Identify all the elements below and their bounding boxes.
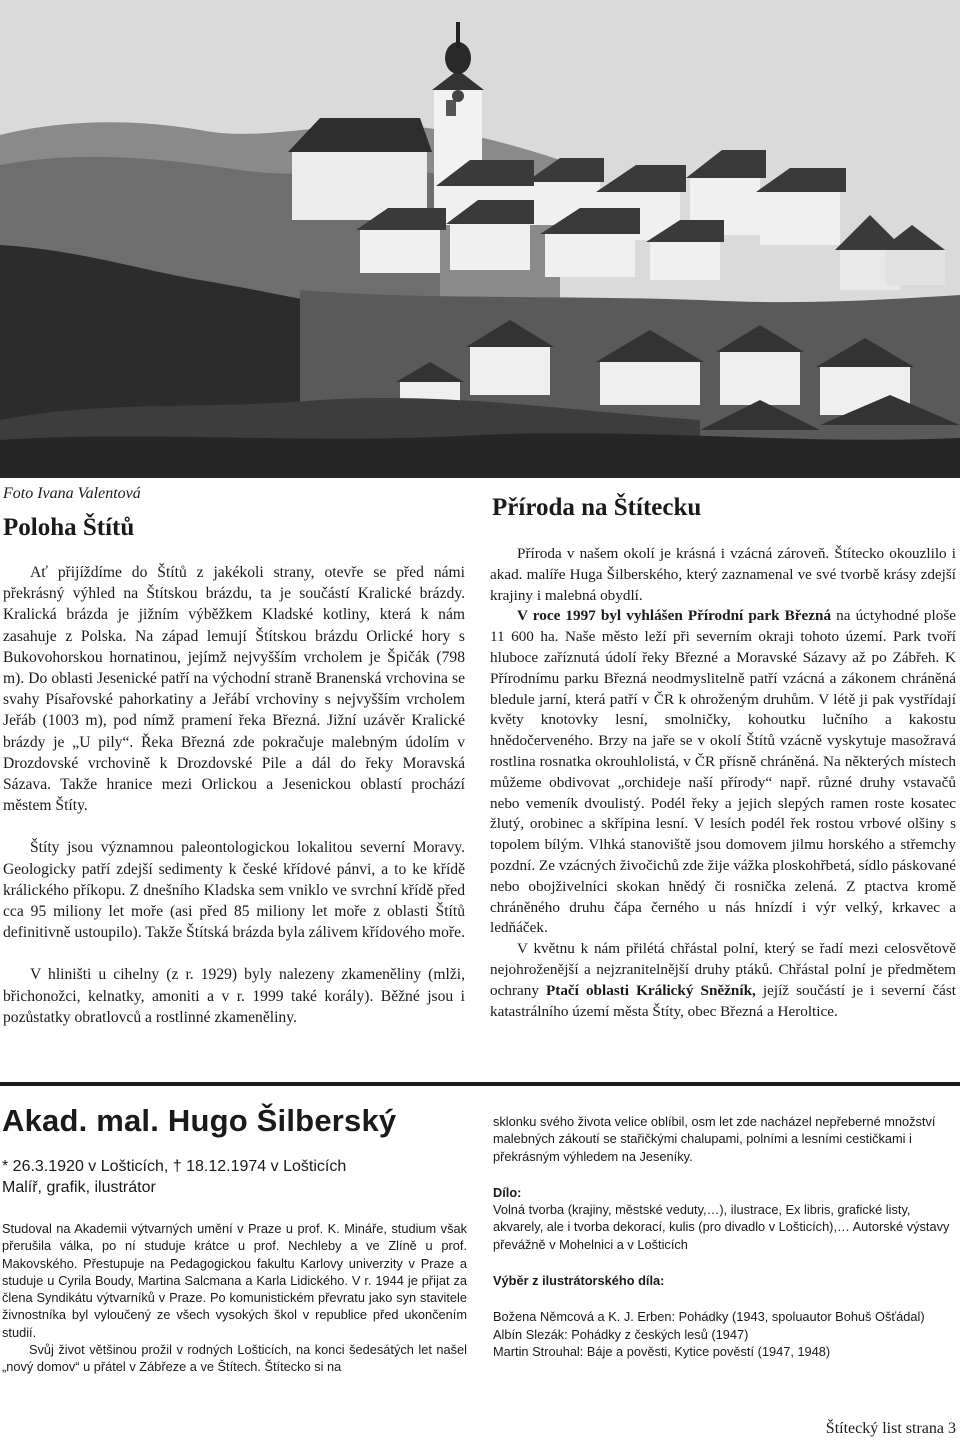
works-item-3: Martin Strouhal: Báje a pověsti, Kytice pověstí (1947, 1948) — [493, 1343, 831, 1359]
dilo-text: Volná tvorba (krajiny, městské veduty,…), ilustrace, Ex libris, grafické listy, akvarely, ale i tvorba dekorací, kulis (pro divadlo v Lošticích),… Autorské výstavy převážně v Mohelnici a v Lošticích — [493, 1202, 950, 1252]
poloha-paragraph-1: Ať přijíždíme do Štítů z jakékoli strany, otevře se před námi překrásný výhled na Štítskou brázdu, ta je součástí Kralické brázdy. Kralická brázda je jižním výběžkem Kladské kotliny, která k nám zasahuje z Polska. Na západ lemují Štítskou brázdu Orlické hory s Bukovohorskou hornatinou, jejímž nejvyšším vrcholem je Špičák (798 m). Do oblasti Jesenické patří na východní straně Branenská vrchovina se svahy Písařovské pahorkatiny a Jeřábí vrchoviny s nejvyšším vrcholem Jeřáb (1003 m), pod nímž pramení řeka Březná. Jižní uzávěr Kralické brázdy je „U pily“. Řeka Březná zde pokračuje malebným údolím v Drozdovské vrchovině k Drozdovské Pile a dál do řeky Moravská Sázava. Takže hranice mezi Orlickou a Jesenickou oblastí prochází městem Štíty. — [3, 564, 465, 815]
section-title-poloha: Poloha Štítů — [3, 514, 135, 541]
dilo-label: Dílo: — [493, 1184, 522, 1200]
town-photo — [0, 0, 960, 478]
priroda-paragraph-3-end: jejíž součástí je i severní část katastrálního území města Štíty, obec Březná a Heroltice. — [490, 981, 957, 1020]
works-intro: sklonku svého života velice oblíbil, osm let zde nacházel nepřeberné množství malebných zákoutí se stařičkými chalupami, polními a lesními cestičkami i překrásným výhledem na Jeseníky. — [493, 1114, 936, 1164]
priroda-park-highlight: V roce 1997 byl vyhlášen Přírodní park Březná — [517, 607, 832, 625]
poloha-paragraph-3: V hliništi u cihelny (z r. 1929) byly nalezeny zkameněliny (mlži, břichonožci, kelnatky, amoniti a v r. 1999 také korály). Běžné jsou i pozůstatky obratlovců a rostlinné zkameněliny. — [3, 966, 465, 1026]
priroda-paragraph-3 — [490, 939, 956, 1022]
town-photo-graphic — [0, 0, 960, 478]
bio-paragraph-1: Studoval na Akademii výtvarných umění v Praze u prof. K. Mináře, studium však přerušila válka, po ní studuje krátce u prof. Nechleby a ve Zlíně u prof. Makovského. Přestupuje na Pedagogickou fakultu Karlovy univerzity v Praze a studuje u Cyrila Boudy, Martina Salcmana a Karla Lidického. V r. 1944 je přijat za člena Syndikátu výtvarníků v Praze. Po komunistickém převratu jako syn stavitele živnostníka byl vyloučený ze všech vysokých škol v republice před ukončením studií. — [2, 1221, 467, 1340]
bio-role: Malíř, grafik, ilustrátor — [2, 1179, 156, 1196]
priroda-paragraph-2-text: na úctyhodné ploše 11 600 ha. Naše město leží při severním okraji tohoto území. Park tvoří hluboce zaříznutá údolí řeky Březné a Moravské Sázavy až po Zábřeh. K Přírodnímu parku Březná neodmyslitelně patří vzácná a zákonem chráněná bledule jarní, která patří v ČR k ohroženým druhům. V létě ji pak vystřídají květy knotovky lesní, smolničky, kohoutku lučního a kakostu hnědočerveného. Brzy na jaře se v okolí Štítů vzácně vyskytuje masožravá rostlina rosnatka okrouhlolistá, v ČR přísně chráněná. Na některých místech můžeme obdivovat „orchideje naší přírody“ např. různé druhy vstavačů nebo vemeník dvoulistý. Podél řeky a jejich slepých ramen roste kosatec žlutý, orobinec a skřípina lesní. V lesích podél řek rostou vrbové olšiny s topolem bílým. Vlhká stanoviště jsou domovem jilmu horského a střemchy pozdní. Ze vzácných živočichů zde žije vážka ploskohřbetá, sídlo páskované nebo obojživelníci skokan hnědý či rosnička zelená. Z ptactva kromě chráněného druhu čápa černého u nás hnízdí i výr velký, krkavec a ledňáček. — [490, 607, 956, 937]
priroda-paragraph-3-start: V květnu k nám přilétá chřástal polní, který se řadí mezi celosvětově nejohroženější a nejzranitelnější druhy ptáků. Chřástal polní je předmětem ochrany — [490, 940, 956, 999]
bio-name: Akad. mal. Hugo Šilberský — [2, 1103, 397, 1138]
photo-credit: Foto Ivana Valentová — [3, 485, 141, 502]
vyber-label: Výběr z ilustrátorského díla: — [493, 1273, 665, 1289]
right-column — [490, 494, 956, 1022]
section-title-priroda: Příroda na Štítecku — [492, 494, 702, 521]
bio-paragraph-2: Svůj život většinou prožil v rodných Lošticích, na konci šedesátých let našel „nový domov“ u přátel v Zábřeze a ve Štítech. Štítecko si na — [2, 1342, 467, 1375]
ptaci-oblast-highlight: Ptačí oblasti Králický Sněžník, — [546, 981, 756, 999]
works-section — [493, 1113, 957, 1360]
bio-text — [2, 1220, 467, 1376]
bio-dates — [2, 1156, 346, 1198]
poloha-paragraph-2: Štíty jsou významnou paleontologickou lokalitou severní Moravy. Geologicky patří zdejší sedimenty k české křídové pánvi, a to ke křídě králického příkopu. Z dnešního Kladska sem vniklo ve svrchní křídě před cca 95 miliony let moře (asi před 85 miliony let moře z oblasti Štítů definitivně ustoupilo). Takže Štítská brázda byla zálivem křídového moře. — [3, 839, 465, 942]
left-column — [3, 514, 465, 1028]
page-footer: Štítecký list strana 3 — [825, 1420, 956, 1437]
priroda-paragraph-2 — [490, 606, 956, 939]
section-divider — [0, 1082, 960, 1086]
works-item-1: Božena Němcová a K. J. Erben: Pohádky (1943, spoluautor Bohuš Ošťádal) — [493, 1309, 925, 1325]
bio-dates-text: * 26.3.1920 v Lošticích, † 18.12.1974 v Lošticích — [2, 1158, 347, 1175]
priroda-paragraph-1: Příroda v našem okolí je krásná i vzácná zároveň. Štítecko okouzlilo i akad. malíře Huga Šilberského, který zaznamenal ve své tvorbě krásy zdejší krajiny i malebná obydlí. — [490, 545, 956, 604]
works-item-2: Albín Slezák: Pohádky z českých lesů (1947) — [493, 1326, 749, 1342]
